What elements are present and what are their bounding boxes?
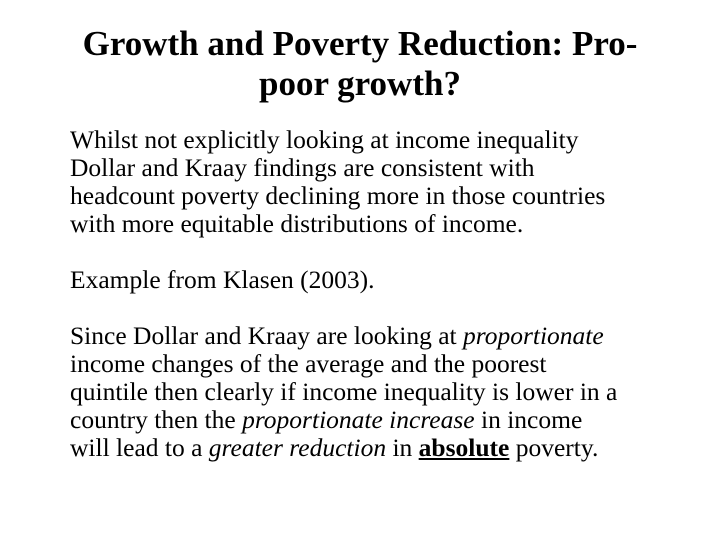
text-line: quintile then clearly if income inequality is lower in a: [70, 377, 618, 406]
paragraph-findings: [70, 126, 700, 238]
text-line: [70, 322, 700, 350]
slide-title: [30, 24, 690, 104]
paragraph-explanation: [70, 322, 700, 462]
text-run: in: [386, 433, 419, 462]
slide-body: [70, 126, 700, 462]
text-line: Dollar and Kraay findings are consistent with: [70, 153, 535, 182]
emphasis-proportionate-increase: proportionate increase: [242, 405, 475, 434]
text-line: Whilst not explicitly looking at income inequality: [70, 125, 579, 154]
emphasis-absolute: absolute: [418, 433, 510, 462]
emphasis-proportionate: proportionate: [462, 321, 604, 350]
paragraph-example: [70, 266, 700, 294]
text-run: poverty.: [509, 433, 599, 462]
text-run: will lead to a: [70, 433, 209, 462]
text-line: [70, 406, 700, 434]
title-line-2: poor growth?: [259, 64, 461, 103]
text-line: with more equitable distributions of income.: [70, 209, 524, 238]
text-run: in income: [474, 405, 583, 434]
emphasis-greater-reduction: greater reduction: [208, 433, 387, 462]
title-line-1: Growth and Poverty Reduction: Pro-: [82, 24, 638, 63]
text-line: Example from Klasen (2003).: [70, 265, 375, 294]
text-line: [70, 434, 700, 462]
text-line: headcount poverty declining more in those countries: [70, 181, 606, 210]
text-run: Since Dollar and Kraay are looking at: [70, 321, 463, 350]
text-line: income changes of the average and the poorest: [70, 349, 547, 378]
text-run: country then the: [70, 405, 243, 434]
